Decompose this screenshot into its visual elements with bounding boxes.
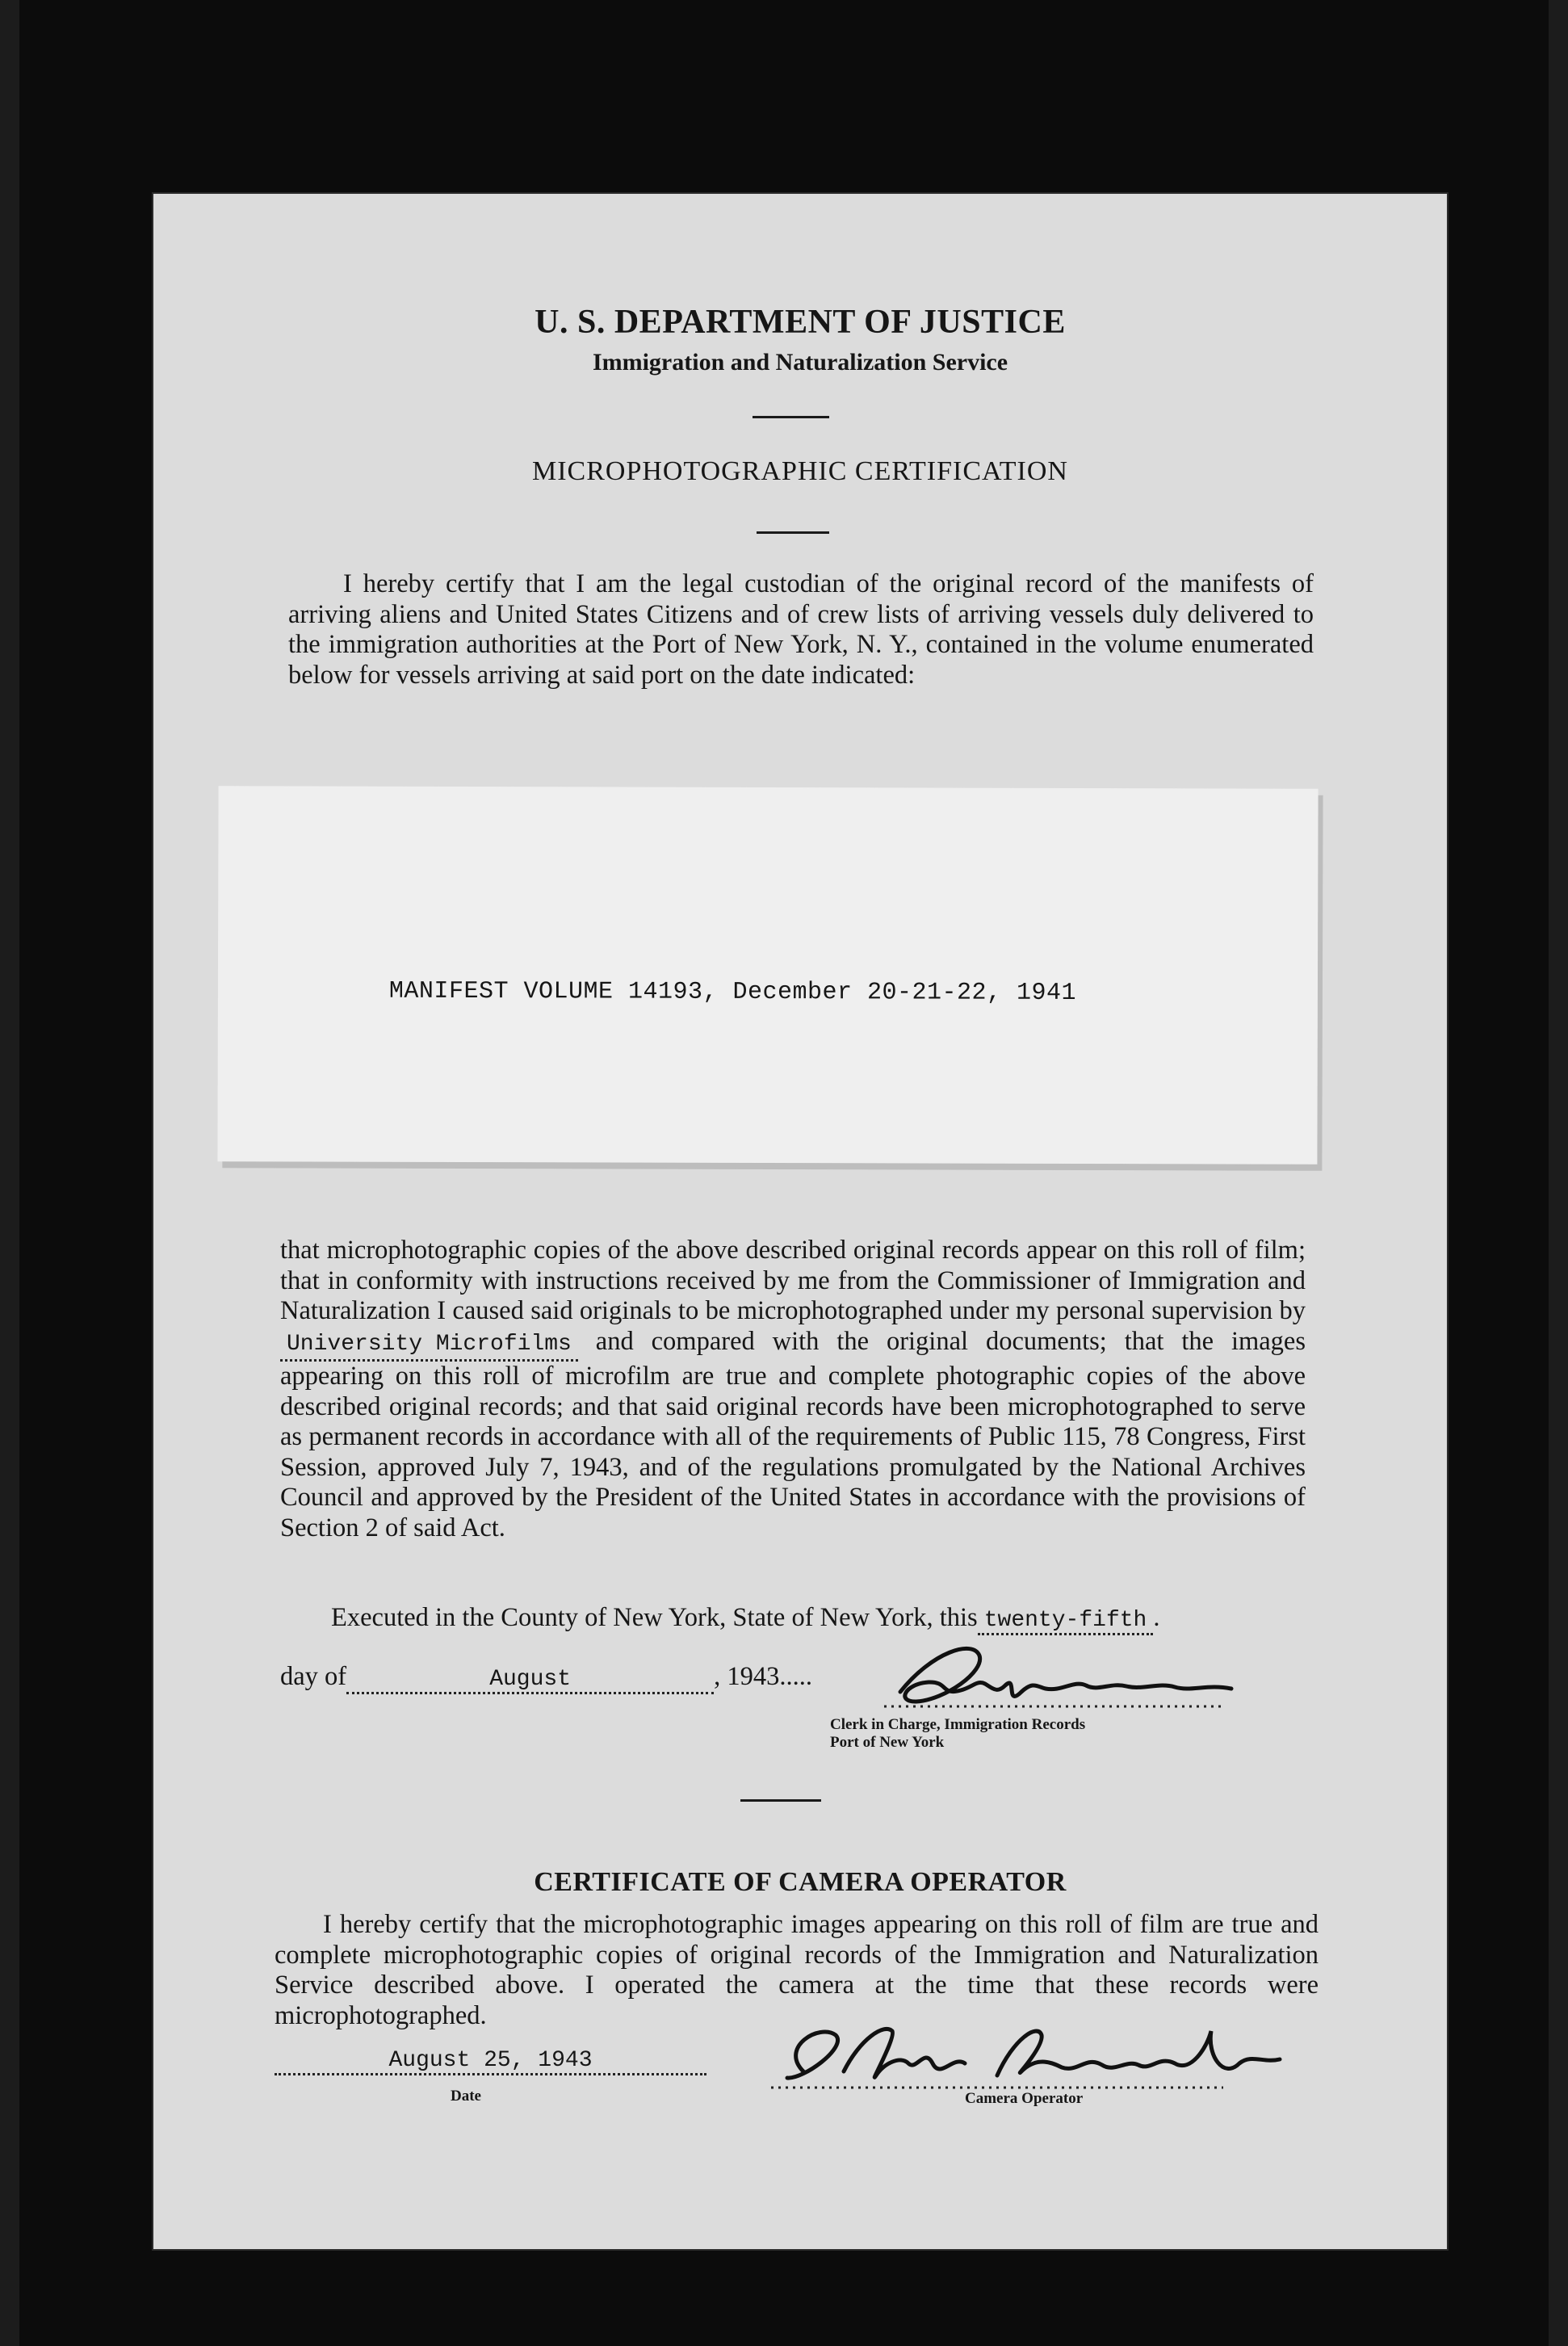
operator-label: Camera Operator bbox=[965, 2090, 1084, 2107]
intro-paragraph: I hereby certify that I am the legal custodian of the original record of the manifests of arriving aliens and United States Citizens and of crew lists of arriving vessels duly delivered to the immigration authorities at the Port of New York, N. Y., contained in the volume enumerated below for vessels arriving at said port on the date indicated: bbox=[288, 569, 1314, 690]
camera-certificate-text: I hereby certify that the microphotographic images appearing on this roll of film are true and complete microphotographic copies of original records of the Immigration and Naturalization Service described above. I operated the camera at the time that these records were microphotographed. bbox=[275, 1910, 1319, 2030]
body-paragraph: that microphotographic copies of the above described original records appear on this roll of film; that in conformity with instructions received by me from the Commissioner of Immigration and Naturalization I caused said originals to be microphotographed under my personal supervision byUniversity Microfilms and compared with the original documents; that the images appearing on this roll of microfilm are true and complete photographic copies of the above described original records; and that said original records have been microphotographed to serve as permanent records in accordance with all of the requirements of Public 115, 78 Congress, First Session, approved July 7, 1943, and of the regulations promulgated by the National Archives Council and approved by the President of the United States in accordance with the provisions of Section 2 of said Act. bbox=[280, 1236, 1306, 1542]
divider-rule bbox=[757, 531, 829, 534]
date-field bbox=[275, 2043, 706, 2075]
day-of-line: day of August , 1943..... bbox=[280, 1662, 812, 1694]
certificate-sheet bbox=[153, 194, 1447, 2249]
date-label: Date bbox=[451, 2088, 481, 2105]
date-value: August 25, 1943 bbox=[388, 2048, 593, 2073]
divider-rule bbox=[740, 1799, 821, 1802]
certification-heading: MICROPHOTOGRAPHIC CERTIFICATION bbox=[531, 456, 1068, 486]
film-edge-right bbox=[1549, 0, 1568, 2346]
clerk-signature bbox=[884, 1635, 1247, 1724]
clerk-title bbox=[830, 1716, 1085, 1752]
month-fill: August bbox=[489, 1667, 572, 1692]
divider-rule bbox=[753, 416, 829, 418]
clerk-title-line-2: Port of New York bbox=[830, 1734, 945, 1751]
manifest-volume-text: MANIFEST VOLUME 14193, December 20-21-22, 1941 bbox=[388, 977, 1077, 1008]
clerk-title-line-1: Clerk in Charge, Immigration Records bbox=[830, 1716, 1086, 1733]
day-fill: twenty-fifth bbox=[983, 1608, 1147, 1633]
department-title: U. S. DEPARTMENT OF JUSTICE bbox=[535, 304, 1066, 341]
supervisor-fill: University Microfilms bbox=[287, 1331, 572, 1357]
camera-certificate-heading: CERTIFICATE OF CAMERA OPERATOR bbox=[534, 1867, 1067, 1897]
service-subtitle: Immigration and Naturalization Service bbox=[592, 349, 1008, 376]
manifest-slip bbox=[217, 786, 1318, 1165]
film-edge-left bbox=[0, 0, 19, 2346]
executed-line: Executed in the County of New York, State of New York, this twenty-fifth . bbox=[331, 1603, 1159, 1635]
